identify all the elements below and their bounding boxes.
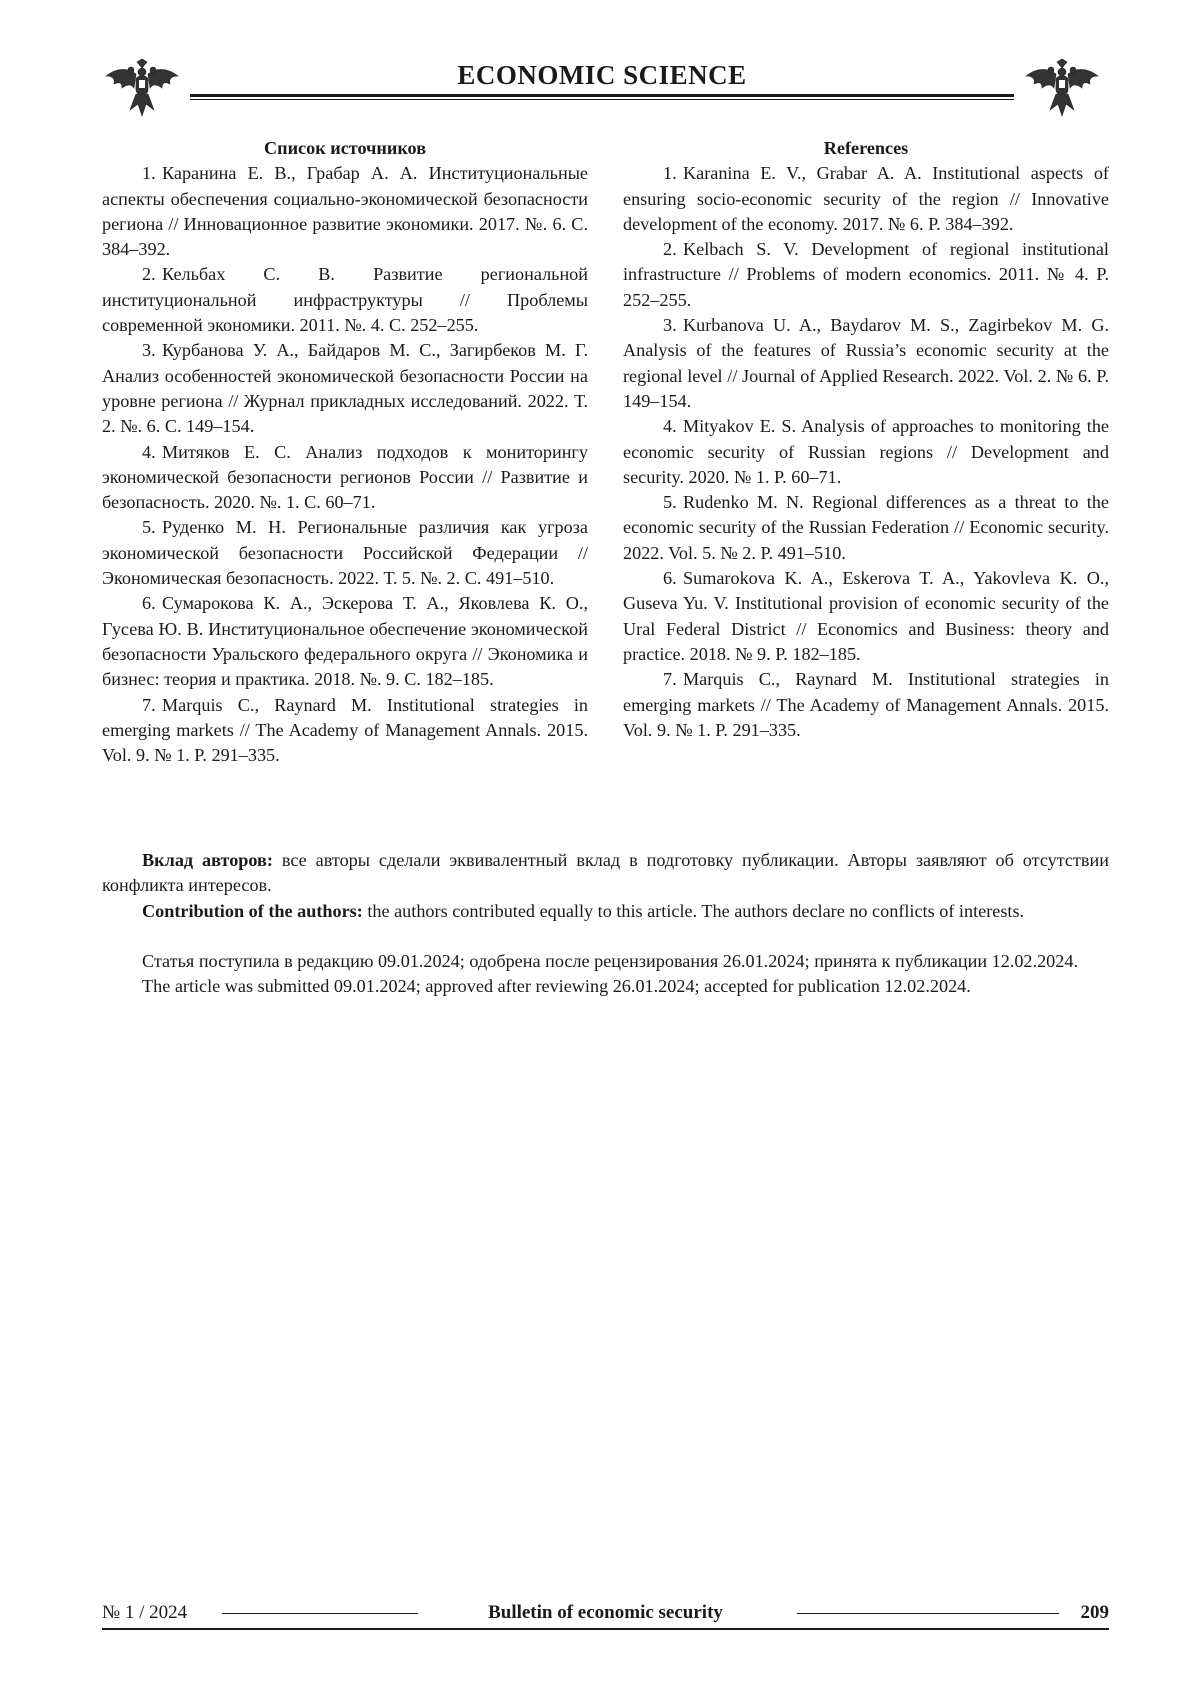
footer-baseline [102,1628,1109,1630]
references-en-title: References [623,136,1109,161]
contribution-en: Contribution of the authors: the authors contributed equally to this article. The authors declare no conflicts of interests. [102,899,1109,924]
reference-item: 7. Marquis C., Raynard M. Institutional strategies in emerging markets // The Academy of Management Annals. 2015. Vol. 9. № 1. P. 291–335. [623,667,1109,743]
reference-item: 3. Kurbanova U. A., Baydarov M. S., Zagirbekov M. G. Analysis of the features of Russia’s economic security at the regional level // Journal of Applied Research. 2022. Vol. 2. № 6. P. 149–154. [623,313,1109,414]
dates-ru: Статья поступила в редакцию 09.01.2024; одобрена после рецензирования 26.01.2024; принята к публикации 12.02.2024. [102,949,1109,974]
eagle-emblem-icon [1020,58,1104,120]
reference-item: 1. Каранина Е. В., Грабар А. А. Институциональные аспекты обеспечения социально-экономической безопасности региона // Инновационное развитие экономики. 2017. №. 6. С. 384–392. [102,161,588,262]
header-rule [190,94,1014,97]
references-ru-column [102,136,588,768]
reference-item: 7. Marquis C., Raynard M. Institutional strategies in emerging markets // The Academy of Management Annals. 2015. Vol. 9. № 1. P. 291–335. [102,693,588,769]
header-rule-thin [190,99,1014,100]
reference-item: 3. Курбанова У. А., Байдаров М. С., Загирбеков М. Г. Анализ особенностей экономической безопасности России на уровне региона // Журнал прикладных исследований. 2022. Т. 2. №. 6. С. 149–154. [102,338,588,439]
reference-item: 4. Митяков Е. С. Анализ подходов к мониторингу экономической безопасности регионов России // Развитие и безопасность. 2020. №. 1. С. 60–71. [102,440,588,516]
reference-item: 4. Mityakov E. S. Analysis of approaches to monitoring the economic security of Russian regions // Development and security. 2020. № 1. P. 60–71. [623,414,1109,490]
footer-rule-right [797,1613,1059,1614]
reference-item: 2. Кельбах С. В. Развитие региональной институциональной инфраструктуры // Проблемы современной экономики. 2011. №. 4. С. 252–255. [102,262,588,338]
page-number: 209 [1081,1602,1110,1624]
dates-en: The article was submitted 09.01.2024; approved after reviewing 26.01.2024; accepted for publication 12.02.2024. [102,974,1109,999]
section-title: ECONOMIC SCIENCE [190,60,1014,91]
issue-number: № 1 / 2024 [102,1602,187,1624]
references-ru-title: Список источников [102,136,588,161]
reference-item: 2. Kelbach S. V. Development of regional institutional infrastructure // Problems of modern economics. 2011. № 4. P. 252–255. [623,237,1109,313]
reference-item: 1. Karanina E. V., Grabar A. A. Institutional aspects of ensuring socio-economic security of the region // Innovative development of the economy. 2017. № 6. P. 384–392. [623,161,1109,237]
running-footer [102,1602,1109,1632]
running-header [100,58,1104,120]
article-notes [102,848,1109,999]
contribution-ru: Вклад авторов: все авторы сделали эквивалентный вклад в подготовку публикации. Авторы заявляют об отсутствии конфликта интересов. [102,848,1109,899]
references-en-column [623,136,1109,743]
reference-item: 5. Руденко М. Н. Региональные различия как угроза экономической безопасности Российской Федерации // Экономическая безопасность. 2022. Т. 5. №. 2. С. 491–510. [102,515,588,591]
reference-item: 6. Sumarokova K. A., Eskerova T. A., Yakovleva K. O., Guseva Yu. V. Institutional provision of economic security of the Ural Federal District // Economics and Business: theory and practice. 2018. № 9. P. 182–185. [623,566,1109,667]
reference-item: 6. Сумарокова К. А., Эскерова Т. А., Яковлева К. О., Гусева Ю. В. Институциональное обеспечение экономической безопасности Уральского федерального округа // Экономика и бизнес: теория и практика. 2018. №. 9. С. 182–185. [102,591,588,692]
journal-name: Bulletin of economic security [102,1602,1109,1624]
eagle-emblem-icon [100,58,184,120]
reference-item: 5. Rudenko M. N. Regional differences as a threat to the economic security of the Russian Federation // Economic security. 2022. Vol. 5. № 2. P. 491–510. [623,490,1109,566]
